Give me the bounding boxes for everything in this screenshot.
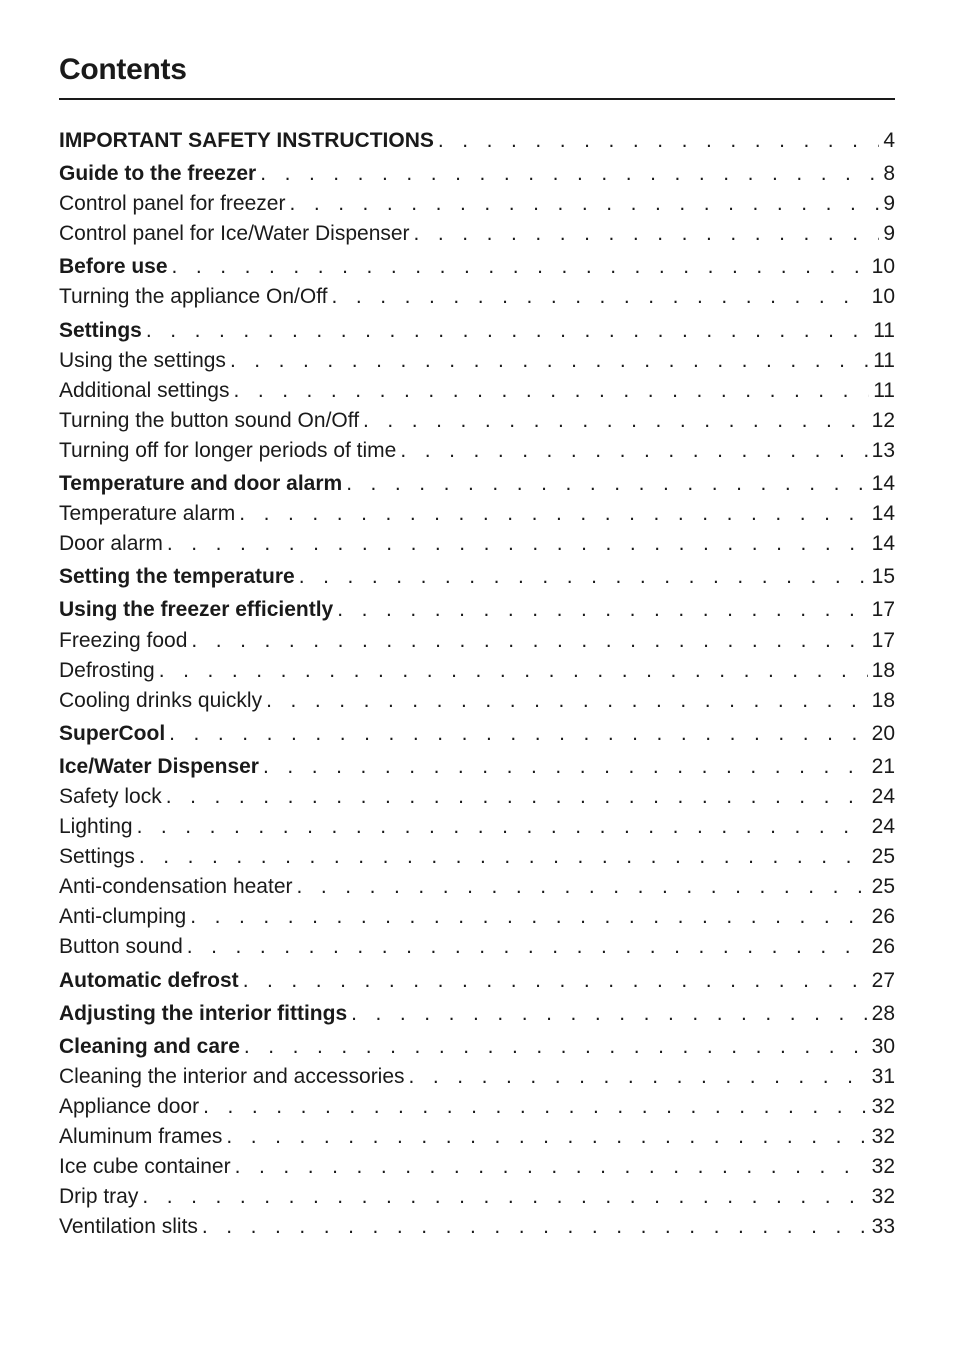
toc-entry-page-number: 24 (871, 815, 895, 839)
toc-entry-label: Defrosting (59, 658, 155, 682)
toc-entry-label: Turning the button sound On/Off (59, 408, 360, 432)
toc-entry-label: Settings (59, 845, 135, 869)
toc-entry-page-number: 21 (871, 754, 895, 778)
dot-leader (409, 1062, 868, 1092)
toc-entry[interactable] (59, 376, 895, 406)
toc-entry-page-number: 10 (871, 285, 895, 309)
toc-entry-page-number: 30 (871, 1034, 895, 1058)
toc-entry[interactable] (59, 282, 895, 312)
toc-entry-page-number: 9 (883, 222, 895, 246)
title-divider (59, 98, 895, 100)
toc-entry-label: Appliance door (59, 1094, 200, 1118)
toc-entry[interactable] (59, 782, 895, 812)
toc-entry-label: Additional settings (59, 378, 230, 402)
toc-entry-label: Settings (59, 318, 142, 342)
toc-entry[interactable] (59, 469, 895, 499)
toc-entry[interactable] (59, 252, 895, 282)
dot-leader (139, 842, 868, 872)
toc-entry-label: IMPORTANT SAFETY INSTRUCTIONS (59, 129, 434, 152)
toc-entry[interactable] (59, 626, 895, 656)
dot-leader (142, 1182, 867, 1212)
toc-entry-page-number: 4 (883, 129, 895, 152)
dot-leader (299, 562, 868, 592)
toc-entry[interactable] (59, 1152, 895, 1182)
toc-entry-page-number: 18 (871, 658, 895, 682)
dot-leader (203, 1092, 868, 1122)
dot-leader (172, 252, 868, 282)
toc-entry-label: Anti-clumping (59, 905, 187, 929)
toc-entry[interactable] (59, 159, 895, 189)
dot-leader (191, 626, 867, 656)
toc-entry-page-number: 32 (871, 1094, 895, 1118)
table-of-contents (59, 126, 895, 1242)
toc-entry[interactable] (59, 656, 895, 686)
toc-entry-page-number: 8 (883, 162, 895, 186)
toc-entry-label: Control panel for Ice/Water Dispenser (59, 222, 410, 246)
toc-entry[interactable] (59, 595, 895, 625)
toc-entry-label: Anti-condensation heater (59, 875, 293, 899)
dot-leader (167, 529, 868, 559)
toc-entry-page-number: 10 (871, 255, 895, 279)
dot-leader (400, 436, 867, 466)
dot-leader (187, 932, 868, 962)
dot-leader (137, 812, 868, 842)
toc-entry-page-number: 20 (871, 721, 895, 745)
toc-entry[interactable] (59, 562, 895, 592)
toc-entry-label: Guide to the freezer (59, 162, 257, 186)
page-title: Contents (59, 53, 187, 86)
toc-entry-page-number: 24 (871, 784, 895, 808)
toc-entry-label: Drip tray (59, 1185, 139, 1209)
toc-entry[interactable] (59, 1062, 895, 1092)
toc-entry-label: Using the freezer efficiently (59, 598, 334, 622)
dot-leader (146, 316, 869, 346)
toc-entry-label: SuperCool (59, 721, 166, 745)
toc-entry-page-number: 33 (871, 1215, 895, 1239)
toc-entry-label: Using the settings (59, 348, 226, 372)
toc-entry[interactable] (59, 842, 895, 872)
dot-leader (266, 686, 868, 716)
toc-entry[interactable] (59, 966, 895, 996)
toc-entry-label: Adjusting the interior fittings (59, 1001, 348, 1025)
toc-entry-page-number: 25 (871, 875, 895, 899)
toc-entry-page-number: 18 (871, 688, 895, 712)
toc-entry-label: Ice cube container (59, 1155, 231, 1179)
toc-entry-page-number: 32 (871, 1155, 895, 1179)
toc-entry-page-number: 11 (873, 348, 895, 372)
toc-entry-page-number: 14 (871, 472, 895, 496)
toc-entry-page-number: 11 (873, 378, 895, 402)
toc-entry-label: Door alarm (59, 532, 163, 556)
toc-entry-label: Ventilation slits (59, 1215, 198, 1239)
toc-entry-page-number: 15 (871, 565, 895, 589)
toc-entry-label: Setting the temperature (59, 565, 295, 589)
toc-entry-page-number: 14 (871, 502, 895, 526)
dot-leader (243, 966, 868, 996)
dot-leader (235, 1152, 868, 1182)
toc-entry[interactable] (59, 932, 895, 962)
dot-leader (263, 752, 868, 782)
toc-entry[interactable] (59, 316, 895, 346)
toc-entry-page-number: 9 (883, 192, 895, 216)
toc-entry-label: Cooling drinks quickly (59, 688, 263, 712)
dot-leader (363, 406, 868, 436)
toc-entry[interactable] (59, 436, 895, 466)
toc-entry[interactable] (59, 902, 895, 932)
toc-entry-label: Turning off for longer periods of time (59, 438, 397, 462)
toc-entry-page-number: 17 (871, 628, 895, 652)
dot-leader (190, 902, 867, 932)
toc-entry[interactable] (59, 1182, 895, 1212)
toc-entry[interactable] (59, 686, 895, 716)
dot-leader (297, 872, 868, 902)
toc-entry-label: Aluminum frames (59, 1125, 223, 1148)
toc-entry-label: Safety lock (59, 784, 162, 808)
toc-entry-page-number: 28 (871, 1001, 895, 1025)
dot-leader (289, 189, 879, 219)
toc-entry-label: Button sound (59, 935, 183, 959)
toc-entry[interactable] (59, 219, 895, 249)
toc-entry-page-number: 26 (871, 935, 895, 959)
dot-leader (351, 999, 867, 1029)
toc-entry[interactable] (59, 1032, 895, 1062)
toc-entry-page-number: 32 (871, 1185, 895, 1209)
toc-entry-label: Temperature alarm (59, 502, 236, 526)
toc-entry[interactable] (59, 752, 895, 782)
dot-leader (239, 499, 867, 529)
toc-entry-label: Automatic defrost (59, 968, 239, 992)
dot-leader (166, 782, 868, 812)
toc-entry-page-number: 27 (871, 968, 895, 992)
dot-leader (337, 595, 867, 625)
toc-entry-page-number: 12 (871, 408, 895, 432)
toc-entry-label: Ice/Water Dispenser (59, 754, 259, 778)
toc-entry-label: Freezing food (59, 628, 188, 652)
dot-leader (346, 469, 867, 499)
toc-entry-page-number: 11 (873, 318, 895, 342)
toc-entry[interactable] (59, 126, 895, 156)
toc-entry[interactable] (59, 529, 895, 559)
toc-entry[interactable] (59, 872, 895, 902)
toc-entry[interactable] (59, 1122, 895, 1152)
dot-leader (438, 126, 879, 156)
toc-entry[interactable] (59, 1212, 895, 1242)
toc-entry-page-number: 26 (871, 905, 895, 929)
dot-leader (233, 376, 869, 406)
toc-entry[interactable] (59, 189, 895, 219)
toc-entry-page-number: 32 (871, 1125, 895, 1148)
toc-entry[interactable] (59, 999, 895, 1029)
toc-entry[interactable] (59, 499, 895, 529)
toc-entry-label: Temperature and door alarm (59, 472, 343, 496)
toc-entry-label: Cleaning and care (59, 1034, 240, 1058)
toc-entry[interactable] (59, 406, 895, 436)
toc-entry-page-number: 14 (871, 532, 895, 556)
dot-leader (244, 1032, 868, 1062)
toc-entry[interactable] (59, 346, 895, 376)
toc-entry-label: Before use (59, 255, 168, 279)
dot-leader (332, 282, 868, 312)
toc-entry-label: Turning the appliance On/Off (59, 285, 328, 309)
toc-entry-page-number: 31 (871, 1064, 895, 1088)
toc-entry-page-number: 25 (871, 845, 895, 869)
dot-leader (414, 219, 880, 249)
toc-entry-page-number: 13 (871, 438, 895, 462)
dot-leader (226, 1122, 867, 1152)
dot-leader (202, 1212, 868, 1242)
toc-entry[interactable] (59, 1092, 895, 1122)
toc-entry[interactable] (59, 812, 895, 842)
toc-entry-label: Cleaning the interior and accessories (59, 1064, 405, 1088)
dot-leader (230, 346, 869, 376)
toc-entry[interactable] (59, 719, 895, 749)
dot-leader (169, 719, 867, 749)
dot-leader (260, 159, 879, 189)
toc-entry-label: Control panel for freezer (59, 192, 286, 216)
dot-leader (159, 656, 868, 686)
toc-entry-page-number: 17 (871, 598, 895, 622)
toc-entry-label: Lighting (59, 815, 133, 839)
